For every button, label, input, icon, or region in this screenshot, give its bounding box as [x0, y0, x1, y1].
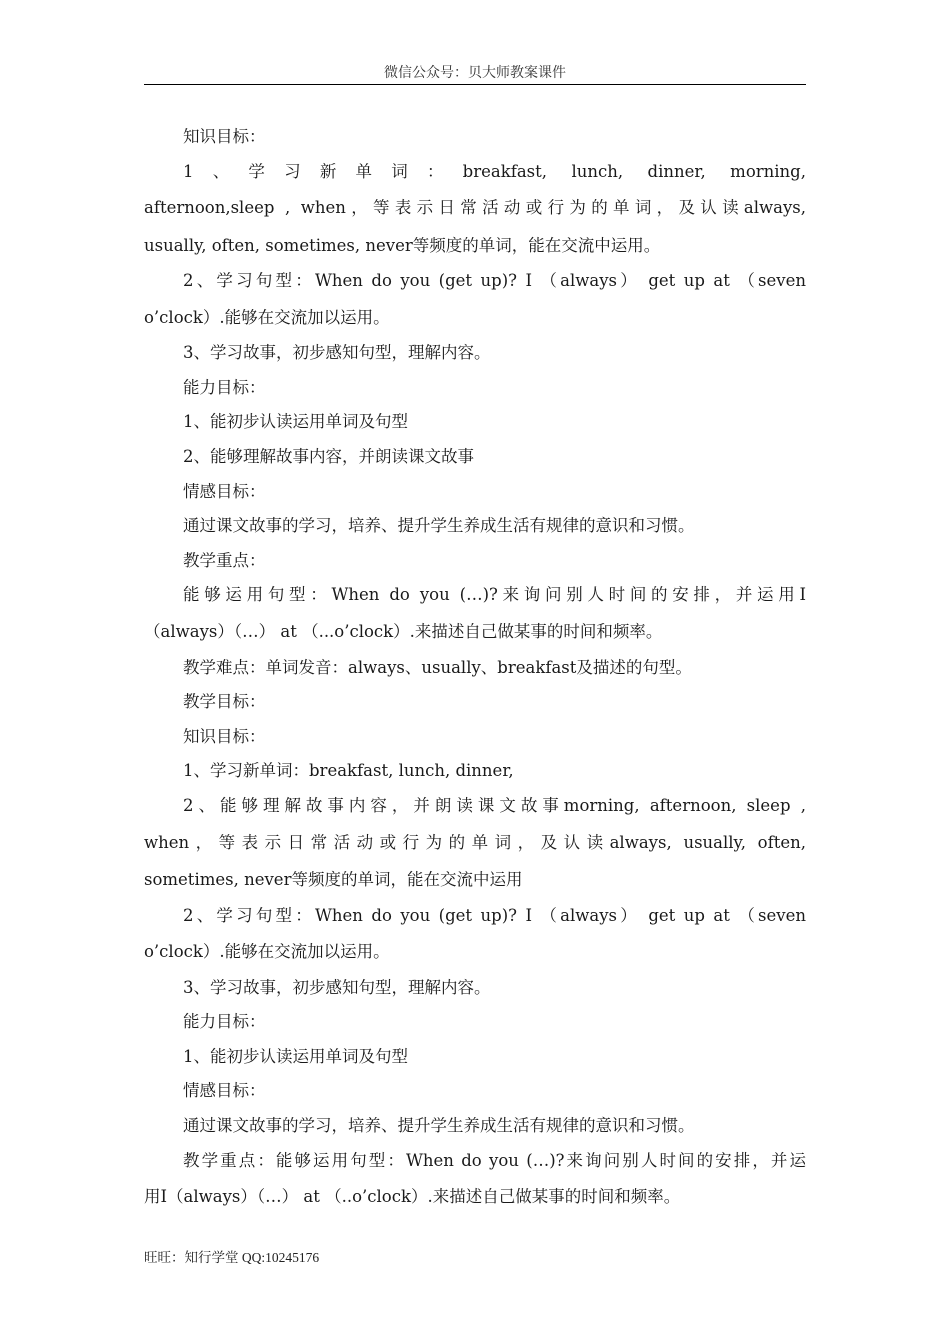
text-line: 2、学习句型：When do you (get up)? I （always） get up at （seven: [183, 271, 806, 291]
text-line: 能力目标：: [183, 1012, 266, 1032]
page-footer: 旺旺：知行学堂 QQ:10245176: [144, 1250, 320, 1265]
text-line: o’clock）.能够在交流加以运用。: [144, 307, 390, 327]
text-line: usually, often, sometimes, never等频度的单词，能在交流中运用。: [144, 235, 661, 255]
text-line: 1、能初步认读运用单词及句型: [183, 1046, 408, 1066]
text-line: 3、学习故事，初步感知句型，理解内容。: [183, 343, 491, 363]
text-line: 用I（always）（…） at （..o’clock）.来描述自己做某事的时间和频率。: [144, 1187, 681, 1207]
text-line: when，等表示日常活动或行为的单词，及认读always, usually, often,: [144, 832, 806, 852]
header-divider: [144, 84, 806, 85]
text-line: 1、能初步认读运用单词及句型: [183, 412, 408, 432]
text-line: 1、学习新单词：breakfast, lunch, dinner, morning,: [183, 161, 806, 181]
text-line: 能力目标：: [183, 377, 266, 397]
text-line: sometimes, never等频度的单词，能在交流中运用: [144, 870, 523, 889]
text-line: （always）（…） at （...o’clock）.来描述自己做某事的时间和频率。: [144, 622, 663, 642]
text-line: 教学难点：单词发音：always、usually、breakfast及描述的句型。: [183, 657, 692, 677]
text-line: 通过课文故事的学习，培养、提升学生养成生活有规律的意识和习惯。: [183, 1115, 695, 1135]
text-line: 教学重点：: [183, 550, 266, 570]
text-line: 2、能够理解故事内容，并朗读课文故事: [183, 447, 474, 467]
text-line: 2、学习句型：When do you (get up)? I （always） get up at （seven: [183, 905, 806, 925]
text-line: 1、学习新单词：breakfast, lunch, dinner,: [183, 761, 514, 781]
text-line: 2、能够理解故事内容，并朗读课文故事morning, afternoon, sleep ,: [183, 795, 806, 815]
text-line: 情感目标：: [183, 481, 266, 501]
page-header: 微信公众号：贝大师教案课件: [384, 65, 566, 81]
text-line: 教学目标：: [183, 692, 266, 712]
text-line: 3、学习故事，初步感知句型，理解内容。: [183, 977, 491, 997]
text-line: 通过课文故事的学习，培养、提升学生养成生活有规律的意识和习惯。: [183, 516, 695, 536]
document-body: [144, 120, 806, 1216]
text-line: 情感目标：: [183, 1081, 266, 1101]
text-line: 能够运用句型：When do you (…)?来询问别人时间的安排，并运用I: [183, 585, 806, 605]
text-line: o’clock）.能够在交流加以运用。: [144, 942, 390, 962]
text-line: 知识目标：: [183, 127, 266, 146]
text-line: afternoon,sleep , when，等表示日常活动或行为的单词，及认读always,: [144, 198, 806, 218]
text-line: 知识目标：: [183, 726, 266, 746]
text-line: 教学重点：能够运用句型：When do you (…)?来询问别人时间的安排，并运: [183, 1150, 806, 1170]
